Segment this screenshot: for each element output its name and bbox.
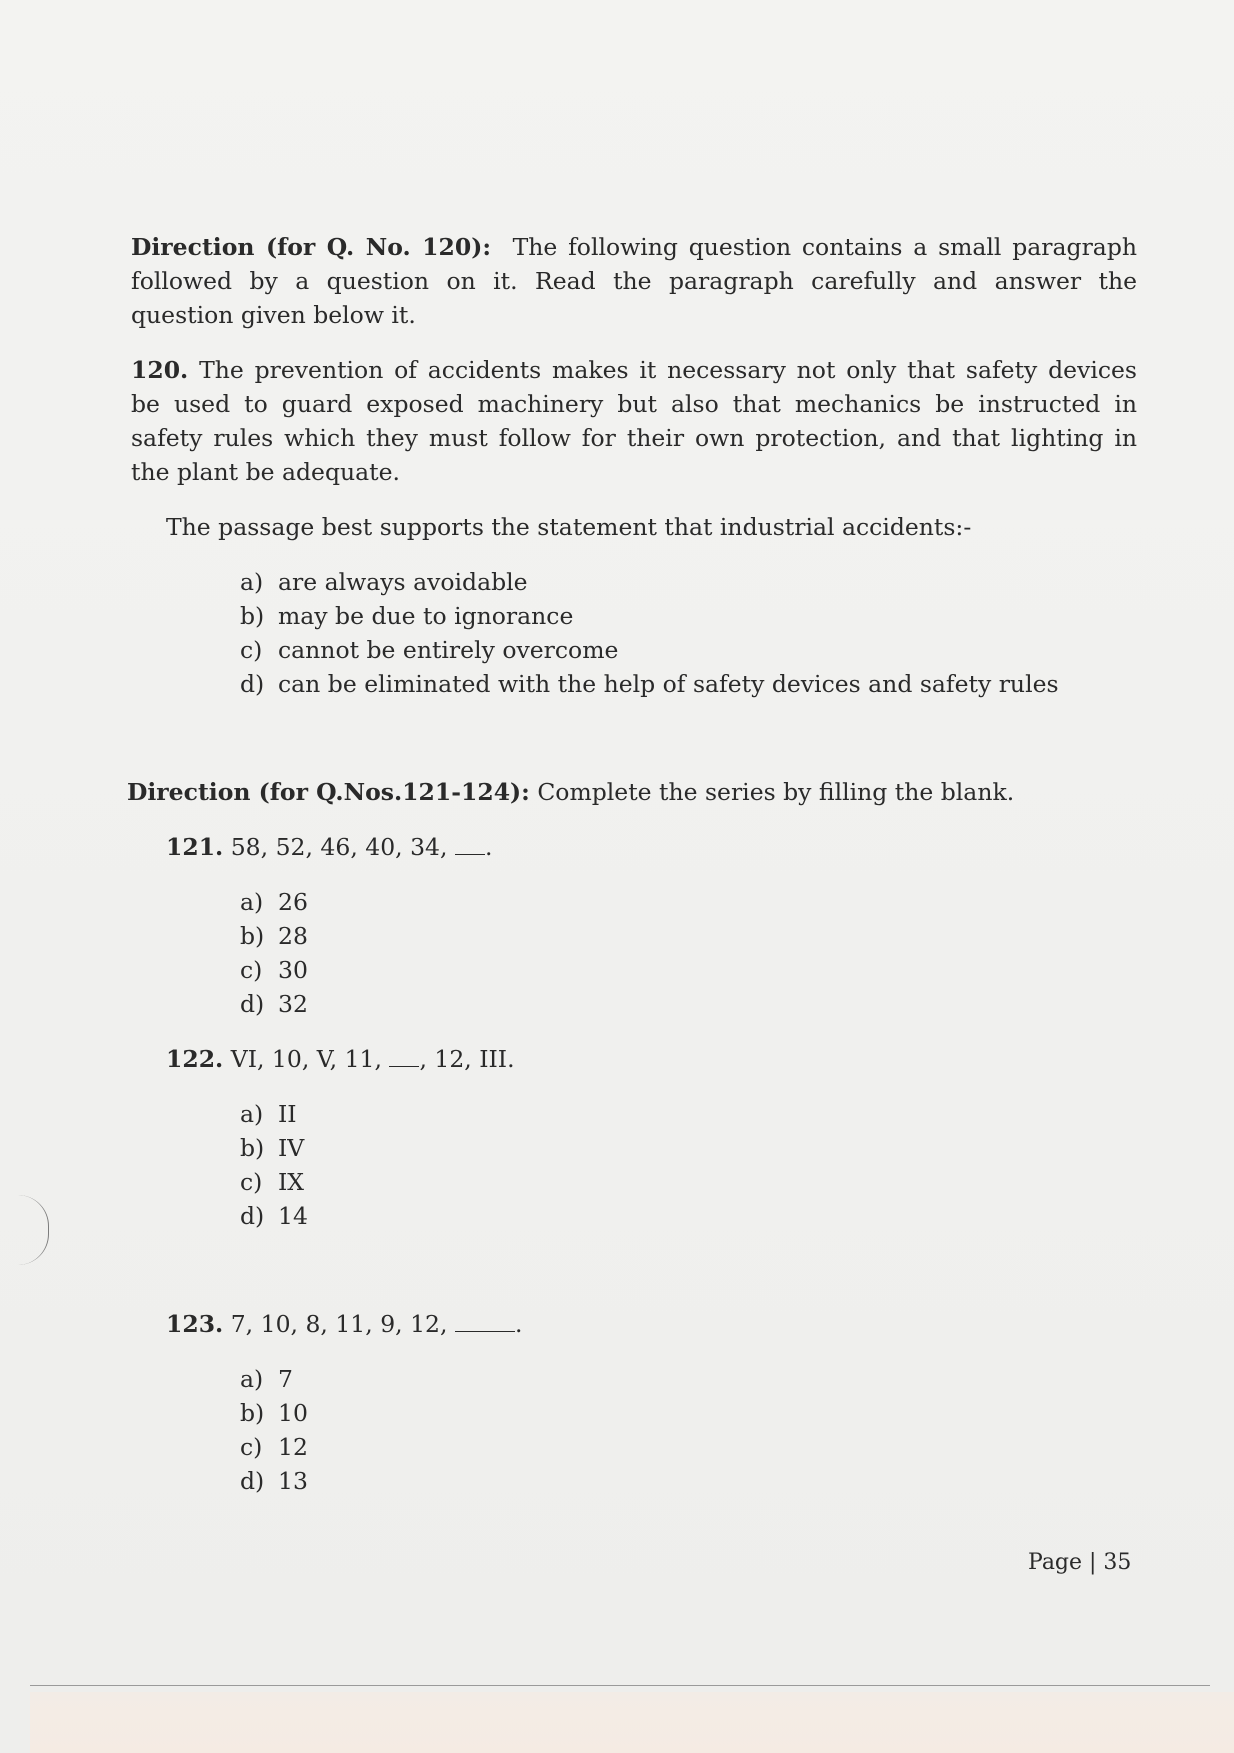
option-text: 10 <box>278 1399 308 1427</box>
option-text: IV <box>278 1134 305 1162</box>
q120-option-a[interactable] <box>240 565 528 599</box>
option-letter: a) <box>240 568 264 596</box>
q120-prompt: The passage best supports the statement that industrial accidents:- <box>166 513 972 541</box>
option-text: 26 <box>278 888 308 916</box>
q120-number: 120. <box>131 356 189 384</box>
bottom-margin <box>30 1692 1234 1753</box>
q123-after: . <box>514 1310 523 1338</box>
q120-option-b[interactable] <box>240 599 573 633</box>
q122-option-a[interactable] <box>240 1097 297 1131</box>
q122-number: 122. <box>166 1045 224 1073</box>
bottom-divider <box>30 1685 1210 1686</box>
option-text: cannot be entirely overcome <box>278 636 619 664</box>
option-text: 28 <box>278 922 308 950</box>
q121-number: 121. <box>166 833 224 861</box>
option-text: 30 <box>278 956 308 984</box>
option-letter: d) <box>240 990 265 1018</box>
direction-120-line3: question given below it. <box>131 301 416 329</box>
option-letter: c) <box>240 1433 263 1461</box>
q121-text: 58, 52, 46, 40, 34, <box>230 833 448 861</box>
q123-option-d[interactable] <box>240 1464 308 1498</box>
q121-option-d[interactable] <box>240 987 308 1021</box>
q123-option-c[interactable] <box>240 1430 308 1464</box>
q120-text1: The prevention of accidents makes it necessary not only that safety devices <box>199 356 1137 384</box>
q123-option-b[interactable] <box>240 1396 308 1430</box>
q122-text: VI, 10, V, 11, <box>230 1045 382 1073</box>
option-text: 14 <box>278 1202 308 1230</box>
option-text: IX <box>278 1168 305 1196</box>
direction-120-text1: The following question contains a small paragraph <box>512 233 1137 261</box>
q123-number: 123. <box>166 1310 224 1338</box>
q120-option-c[interactable] <box>240 633 618 667</box>
q122-option-c[interactable] <box>240 1165 304 1199</box>
q122-option-d[interactable] <box>240 1199 308 1233</box>
option-letter: c) <box>240 636 263 664</box>
option-letter: d) <box>240 670 265 698</box>
option-text: 12 <box>278 1433 308 1461</box>
option-letter: b) <box>240 602 265 630</box>
option-text: are always avoidable <box>278 568 528 596</box>
page-number: Page | 35 <box>1028 1550 1132 1575</box>
q120-option-d[interactable] <box>240 667 1059 701</box>
q122-option-b[interactable] <box>240 1131 304 1165</box>
direction-121-text: Complete the series by filling the blank. <box>537 778 1015 806</box>
q120-line3: safety rules which they must follow for their own protection, and that lighting in <box>131 424 1137 452</box>
direction-120-line2: followed by a question on it. Read the paragraph carefully and answer the <box>131 267 1137 295</box>
option-letter: b) <box>240 1399 265 1427</box>
option-letter: b) <box>240 1134 265 1162</box>
q121-option-a[interactable] <box>240 885 308 919</box>
option-letter: a) <box>240 1100 264 1128</box>
direction-121-124 <box>127 775 1014 809</box>
q121-option-c[interactable] <box>240 953 308 987</box>
option-text: may be due to ignorance <box>278 602 574 630</box>
option-text: 32 <box>278 990 308 1018</box>
option-text: II <box>278 1100 297 1128</box>
q123-stem <box>166 1307 522 1341</box>
q120-line2: be used to guard exposed machinery but also that mechanics be instructed in <box>131 390 1137 418</box>
q121-blank <box>455 836 485 855</box>
q122-blank <box>389 1048 419 1067</box>
q120-line4: the plant be adequate. <box>131 458 400 486</box>
direction-120-line1 <box>131 230 1137 264</box>
option-letter: c) <box>240 1168 263 1196</box>
option-letter: c) <box>240 956 263 984</box>
q120-line1 <box>131 353 1137 387</box>
option-letter: b) <box>240 922 265 950</box>
q123-option-a[interactable] <box>240 1362 293 1396</box>
option-letter: a) <box>240 1365 264 1393</box>
option-letter: d) <box>240 1467 265 1495</box>
direction-121-label: Direction (for Q.Nos.121-124): <box>127 778 530 806</box>
q123-text: 7, 10, 8, 11, 9, 12, <box>230 1310 448 1338</box>
q121-stem <box>166 830 492 864</box>
q123-blank <box>455 1313 515 1332</box>
option-text: 7 <box>278 1365 293 1393</box>
option-letter: a) <box>240 888 264 916</box>
option-text: 13 <box>278 1467 308 1495</box>
q121-after: . <box>484 833 493 861</box>
q122-stem <box>166 1042 515 1076</box>
option-letter: d) <box>240 1202 265 1230</box>
q122-after: , 12, III. <box>419 1045 515 1073</box>
direction-120-label: Direction (for Q. No. 120): <box>131 233 492 261</box>
q121-option-b[interactable] <box>240 919 308 953</box>
option-text: can be eliminated with the help of safety devices and safety rules <box>278 670 1059 698</box>
